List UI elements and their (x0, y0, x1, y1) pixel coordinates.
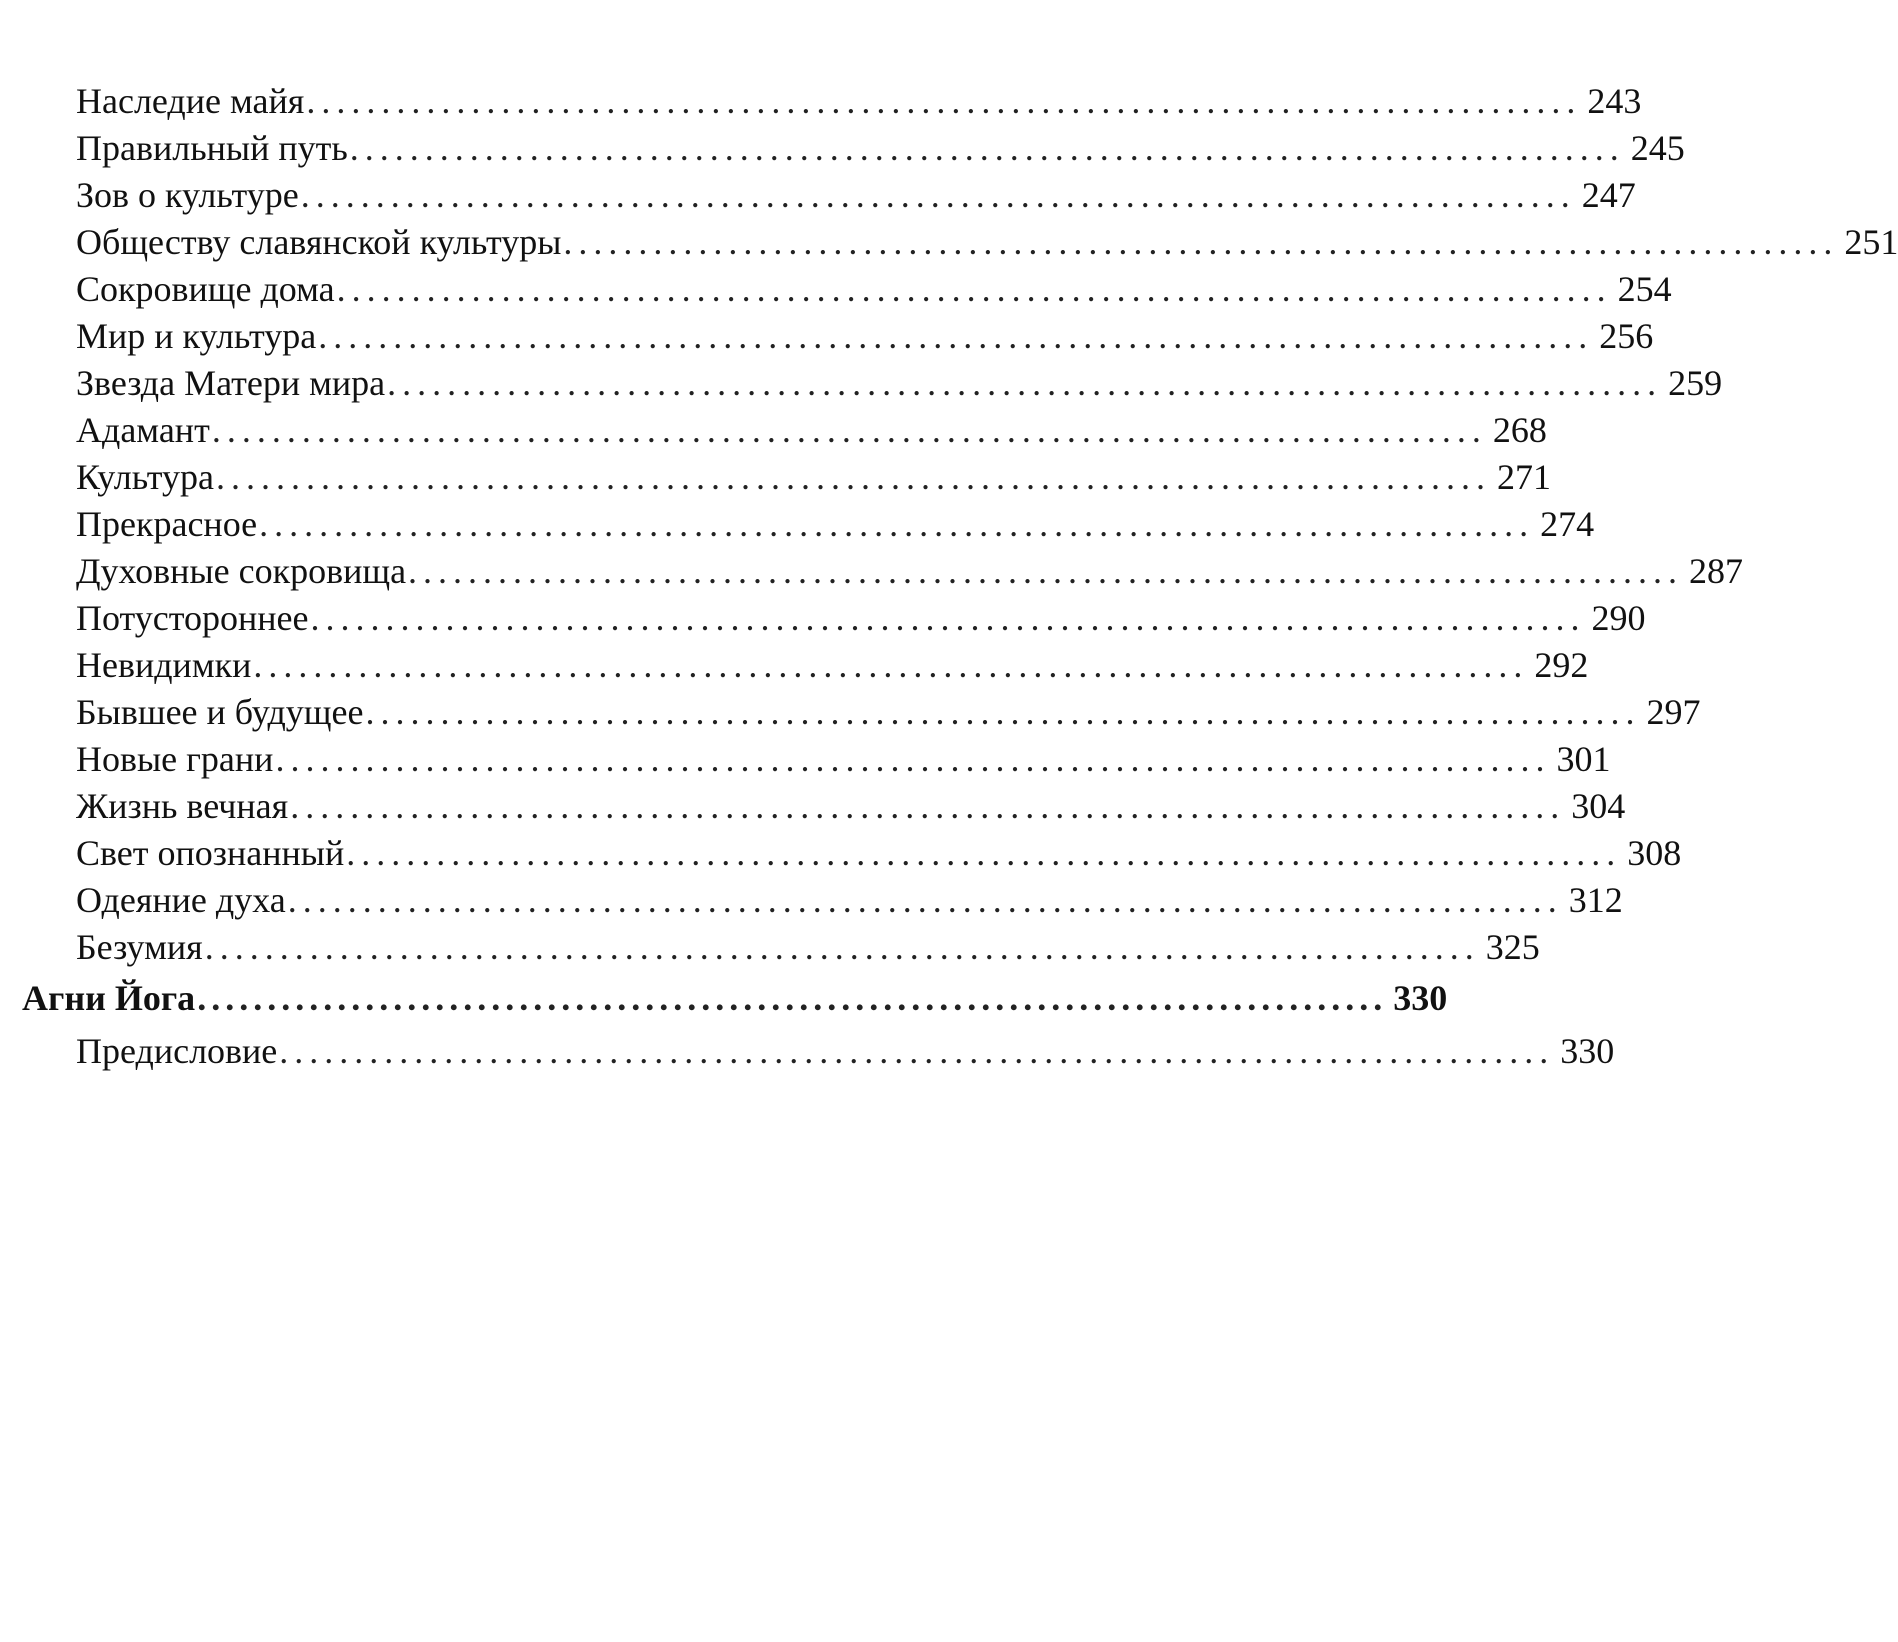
dot-leader: ..................................................................................... (275, 739, 1551, 779)
toc-entry-page: 256 (1599, 316, 1654, 356)
dot-leader: ..................................................................................... (336, 269, 1612, 309)
toc-entry (0, 642, 1589, 689)
table-of-contents (0, 78, 1898, 1075)
toc-entry-page: 330 (1560, 1031, 1615, 1071)
toc-entry (0, 78, 1642, 125)
toc-entry-title: Невидимки (76, 645, 252, 685)
toc-entry (0, 877, 1623, 924)
toc-entry-title: Сокровище дома (76, 269, 335, 309)
toc-entry-title: Зов о культуре (76, 175, 299, 215)
toc-entry-page: 297 (1646, 692, 1701, 732)
toc-entry-title: Духовные сокровища (76, 551, 407, 591)
toc-entry-page: 254 (1617, 269, 1672, 309)
toc-entry-title: Наследие майя (76, 81, 305, 121)
dot-leader: ..................................................................................... (211, 410, 1487, 450)
toc-entry-page: 259 (1668, 363, 1723, 403)
toc-entry (0, 689, 1701, 736)
toc-entry-title: Потустороннее (76, 598, 309, 638)
toc-entry-title: Мир и культура (76, 316, 317, 356)
toc-entry-title: Бывшее и будущее (76, 692, 364, 732)
toc-entry-page: 292 (1534, 645, 1589, 685)
toc-entry-title: Одеяние духа (76, 880, 286, 920)
toc-entry-title: Прекрасное (76, 504, 258, 544)
toc-entry-page: 268 (1492, 410, 1547, 450)
dot-leader: ..................................................................................... (365, 692, 1641, 732)
toc-entry (0, 266, 1672, 313)
toc-entry-page: 247 (1581, 175, 1636, 215)
toc-entry-page: 301 (1556, 739, 1611, 779)
dot-leader: ..................................................................................... (300, 175, 1576, 215)
toc-section-entry (0, 975, 1448, 1022)
toc-entry (0, 830, 1682, 877)
toc-entry-page: 304 (1571, 786, 1626, 826)
toc-entry (0, 595, 1646, 642)
dot-leader: ..................................................................................... (290, 786, 1566, 826)
dot-leader: ..................................................................................... (318, 316, 1594, 356)
toc-entry (0, 548, 1744, 595)
dot-leader: ..................................................................................... (387, 363, 1663, 403)
toc-entry-page: 290 (1591, 598, 1646, 638)
toc-entry-title: Новые грани (76, 739, 274, 779)
toc-entry (0, 219, 1898, 266)
toc-entry (0, 1028, 1615, 1075)
dot-leader: ..................................................................................... (197, 978, 1388, 1018)
toc-entry-page: 251 (1844, 222, 1898, 262)
toc-entry (0, 501, 1595, 548)
dot-leader: ..................................................................................... (259, 504, 1535, 544)
toc-entry (0, 125, 1685, 172)
toc-entry-title: Предисловие (76, 1031, 278, 1071)
dot-leader: ..................................................................................... (408, 551, 1684, 591)
toc-entry (0, 736, 1611, 783)
toc-entry-page: 308 (1627, 833, 1682, 873)
toc-entry-page: 274 (1540, 504, 1595, 544)
toc-entry (0, 783, 1626, 830)
dot-leader: ..................................................................................... (253, 645, 1529, 685)
toc-entry-title: Жизнь вечная (76, 786, 289, 826)
toc-entry-page: 271 (1496, 457, 1551, 497)
toc-entry-title: Свет опознанный (76, 833, 345, 873)
toc-entry (0, 313, 1654, 360)
dot-leader: ..................................................................................... (346, 833, 1622, 873)
toc-entry-title: Культура (76, 457, 214, 497)
toc-section-title: Агни Йога (22, 978, 196, 1018)
toc-entry-page: 287 (1689, 551, 1744, 591)
dot-leader: ..................................................................................... (215, 457, 1491, 497)
toc-entry (0, 454, 1551, 501)
toc-entry (0, 407, 1547, 454)
toc-entry (0, 360, 1723, 407)
toc-entry-title: Адамант (76, 410, 210, 450)
toc-section-page: 330 (1393, 978, 1448, 1018)
dot-leader: ..................................................................................... (349, 128, 1625, 168)
toc-entry-title: Звезда Матери мира (76, 363, 386, 403)
toc-entry (0, 172, 1636, 219)
dot-leader: ..................................................................................... (306, 81, 1582, 121)
dot-leader: ..................................................................................... (279, 1031, 1555, 1071)
toc-entry-page: 325 (1485, 927, 1540, 967)
dot-leader: ..................................................................................... (563, 222, 1839, 262)
dot-leader: ..................................................................................... (287, 880, 1563, 920)
dot-leader: ..................................................................................... (310, 598, 1586, 638)
toc-entry-page: 243 (1587, 81, 1642, 121)
toc-entry-page: 245 (1630, 128, 1685, 168)
toc-entry (0, 924, 1540, 971)
toc-entry-page: 312 (1568, 880, 1623, 920)
toc-entry-title: Обществу славянской культуры (76, 222, 562, 262)
toc-entry-title: Правильный путь (76, 128, 348, 168)
dot-leader: ..................................................................................... (204, 927, 1480, 967)
toc-entry-title: Безумия (76, 927, 203, 967)
